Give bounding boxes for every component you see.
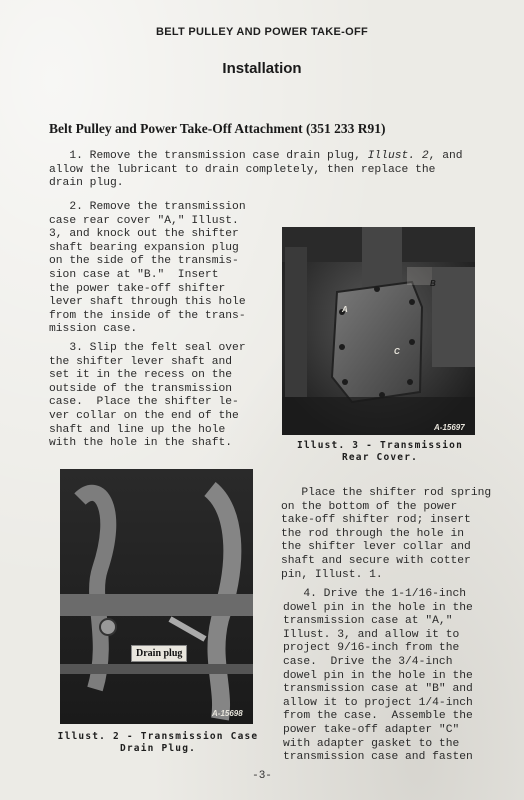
step-2-line: on the side of the transmis-	[49, 255, 239, 268]
running-head: BELT PULLEY AND POWER TAKE-OFF	[155, 26, 369, 38]
step-4-line: dowel pin in the hole in the	[283, 669, 473, 682]
step-4-line: with adapter gasket to the	[283, 737, 460, 750]
step-2-line: from the inside of the trans-	[49, 309, 246, 322]
step-2-line: 3, and knock out the shifter	[49, 228, 239, 241]
step-4-line: case. Drive the 3/4-inch	[283, 655, 453, 668]
step-1-paragraph	[49, 150, 463, 191]
step-1-ref-tail: , and	[428, 150, 463, 162]
step-2-line: shaft bearing expansion plug	[49, 241, 239, 254]
step-1-line: drain plug.	[49, 177, 124, 190]
step-2-line: 2. Remove the transmission	[49, 201, 246, 213]
step-2-line: the power take-off shifter	[49, 282, 226, 295]
illustration-2-photo	[60, 469, 253, 724]
step-3-cont-line: the shifter lever collar and	[281, 541, 471, 554]
page-number: -3-	[252, 770, 272, 782]
illustration-2-caption	[38, 731, 278, 755]
step-1-ref: Illust. 2	[367, 150, 429, 162]
step-4-line: dowel pin in the hole in the	[283, 601, 473, 614]
callout-label: A	[342, 305, 348, 314]
step-4-line: transmission case and fasten	[283, 751, 473, 764]
step-3-cont-line: pin, Illust. 1.	[281, 568, 383, 581]
step-3-line: outside of the transmission	[49, 382, 233, 395]
step-4-line: power take-off adapter "C"	[283, 723, 460, 736]
step-1-line: allow the lubricant to drain completely, then replace the	[49, 163, 436, 176]
step-3-paragraph	[49, 342, 246, 451]
caption-line: Drain Plug.	[119, 743, 197, 754]
step-4-line: transmission case at "B" and	[283, 683, 473, 696]
step-3-continued-paragraph	[281, 487, 491, 582]
step-3-cont-line: Place the shifter rod spring	[281, 487, 492, 499]
step-3-line: ver collar on the end of the	[49, 409, 239, 422]
drain-plug-label: Drain plug	[131, 645, 187, 662]
step-2-paragraph	[49, 201, 246, 337]
illustration-3-caption	[280, 440, 480, 464]
step-3-line: with the hole in the shaft.	[49, 437, 233, 450]
step-4-line: from the case. Assemble the	[283, 710, 473, 723]
step-4-paragraph	[283, 588, 473, 765]
step-3-cont-line: the rod through the hole in	[281, 527, 465, 540]
step-2-line: sion case at "B." Insert	[49, 268, 219, 281]
step-3-cont-line: on the bottom of the power	[281, 500, 458, 513]
step-4-line: transmission case at "A,"	[283, 615, 453, 628]
step-1-line: 1. Remove the transmission case drain plug,	[49, 150, 368, 162]
step-3-line: shaft and line up the hole	[49, 423, 226, 436]
attachment-heading: Belt Pulley and Power Take-Off Attachment (351 233 R91)	[49, 121, 386, 136]
step-2-line: case rear cover "A," Illust.	[49, 214, 239, 227]
step-2-line: lever shaft through this hole	[49, 296, 246, 309]
drain-plug-image	[60, 469, 253, 724]
step-2-line: mission case.	[49, 323, 138, 336]
step-3-line: the shifter lever shaft and	[49, 355, 233, 368]
illustration-3-photo	[282, 227, 475, 435]
caption-line: Rear Cover.	[341, 452, 419, 463]
caption-line: Illust. 2 - Transmission Case	[57, 731, 259, 742]
section-title: Installation	[222, 60, 302, 77]
image-code: A-15697	[434, 423, 465, 432]
step-3-line: 3. Slip the felt seal over	[49, 342, 246, 354]
step-3-cont-line: take-off shifter rod; insert	[281, 514, 471, 527]
image-code: A-15698	[212, 709, 243, 718]
step-3-line: case. Place the shifter le-	[49, 396, 239, 409]
transmission-rear-cover-image	[282, 227, 475, 435]
caption-line: Illust. 3 - Transmission	[296, 440, 464, 451]
step-4-line: project 9/16-inch from the	[283, 642, 460, 655]
step-4-line: 4. Drive the 1-1/16-inch	[283, 588, 467, 600]
step-4-line: Illust. 3, and allow it to	[283, 628, 460, 641]
step-3-line: set it in the recess on the	[49, 369, 233, 382]
callout-label: B	[430, 279, 436, 288]
callout-label: C	[394, 347, 400, 356]
step-4-line: allow it to project 1/4-inch	[283, 696, 473, 709]
step-3-cont-line: shaft and secure with cotter	[281, 554, 471, 567]
